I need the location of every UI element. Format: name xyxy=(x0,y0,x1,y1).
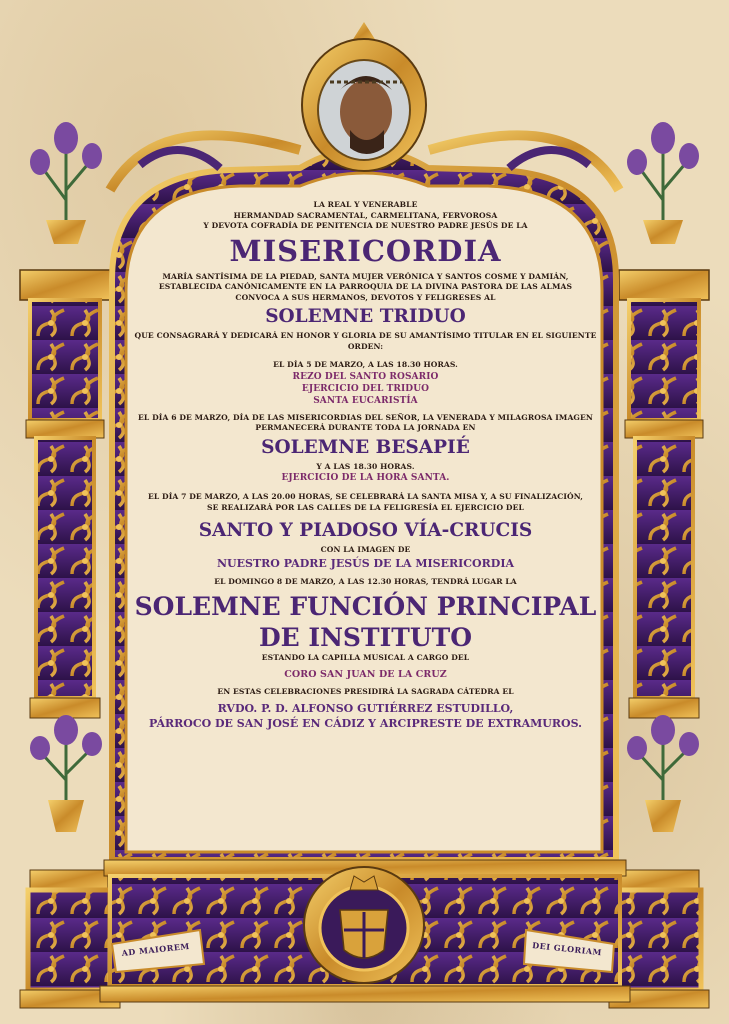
choir-name: CORO SAN JUAN DE LA CRUZ xyxy=(284,668,447,680)
day5-act-1: REZO DEL SANTO ROSARIO xyxy=(292,371,439,382)
day7-image: NUESTRO PADRE JESÚS DE LA MISERICORDIA xyxy=(217,556,514,570)
announcement-text xyxy=(128,200,603,850)
triduo-title: SOLEMNE TRIDUO xyxy=(265,306,466,327)
besapie-title: SOLEMNE BESAPIÉ xyxy=(261,436,470,458)
day7-line-1: EL DÍA 7 DE MARZO, A LAS 20.00 HORAS, SE CELEBRARÁ LA SANTA MISA Y, A SU FINALIZACIÓN, xyxy=(147,492,584,501)
subtitle-line-1: MARÍA SANTÍSIMA DE LA PIEDAD, SANTA MUJER VERÓNICA Y SANTOS COSME Y DAMIÁN, xyxy=(162,271,569,281)
day6-act: EJERCICIO DE LA HORA SANTA. xyxy=(281,473,450,483)
main-title: MISERICORDIA xyxy=(229,233,502,268)
viacrucis-title: SANTO Y PIADOSO VÍA-CRUCIS xyxy=(198,520,533,541)
day7-with: CON LA IMAGEN DE xyxy=(320,545,411,554)
ribbon-left-text: AD MAIOREM xyxy=(121,940,191,958)
right-column xyxy=(609,270,709,1008)
funcion-title-2: DE INSTITUTO xyxy=(258,623,473,652)
presider-name: RVDO. P. D. ALFONSO GUTIÉRREZ ESTUDILLO, xyxy=(217,702,514,715)
day6-time: Y A LAS 18.30 HORAS. xyxy=(316,461,415,471)
day6-line-2: PERMANECERÁ DURANTE TODA LA JORNADA EN xyxy=(255,423,476,432)
left-column xyxy=(20,270,120,1008)
day5-when: EL DÍA 5 DE MARZO, A LAS 18.30 HORAS. xyxy=(273,360,458,369)
header-line-3: Y DEVOTA COFRADÍA DE PENITENCIA DE NUESTRO PADRE JESÚS DE LA xyxy=(203,221,528,230)
triduo-intro: QUE CONSAGRARÁ Y DEDICARÁ EN HONOR Y GLORIA DE SU AMANTÍSIMO TITULAR EN EL SIGUIENTE ORDEN: xyxy=(134,331,597,351)
header-line-2: HERMANDAD SACRAMENTAL, CARMELITANA, FERVOROSA xyxy=(233,210,498,220)
day6-line-1: EL DÍA 6 DE MARZO, DÍA DE LAS MISERICORDIAS DEL SEÑOR, LA VENERADA Y MILAGROSA IMAGEN xyxy=(138,412,593,422)
day8-music: ESTANDO LA CAPILLA MUSICAL A CARGO DEL xyxy=(261,653,470,662)
presider-role: PÁRROCO DE SAN JOSÉ EN CÁDIZ Y ARCIPRESTE DE EXTRAMUROS. xyxy=(148,717,582,730)
funcion-title-1: SOLEMNE FUNCIÓN PRINCIPAL xyxy=(134,592,597,621)
day7-line-2: SE REALIZARÁ POR LAS CALLES DE LA FELIGRESÍA EL EJERCICIO DEL xyxy=(207,502,524,512)
day5-act-2: EJERCICIO DEL TRIDUO xyxy=(301,383,430,394)
brotherhood-crest-icon xyxy=(304,867,424,983)
christ-portrait-icon xyxy=(302,22,426,171)
day8-line: EL DOMINGO 8 DE MARZO, A LAS 12.30 HORAS, TENDRÁ LUGAR LA xyxy=(214,576,517,586)
subtitle-line-3: CONVOCA A SUS HERMANOS, DEVOTOS Y FELIGRESES AL xyxy=(235,292,496,302)
ribbon-right-text: DEI GLORIAM xyxy=(531,940,603,958)
header-line-1: LA REAL Y VENERABLE xyxy=(313,200,418,209)
presider-intro: EN ESTAS CELEBRACIONES PRESIDIRÁ LA SAGRADA CÁTEDRA EL xyxy=(217,686,514,696)
day5-act-3: SANTA EUCARISTÍA xyxy=(313,395,418,406)
subtitle-line-2: ESTABLECIDA CANÓNICAMENTE EN LA PARROQUIA DE LA DIVINA PASTORA DE LAS ALMAS xyxy=(158,282,573,291)
